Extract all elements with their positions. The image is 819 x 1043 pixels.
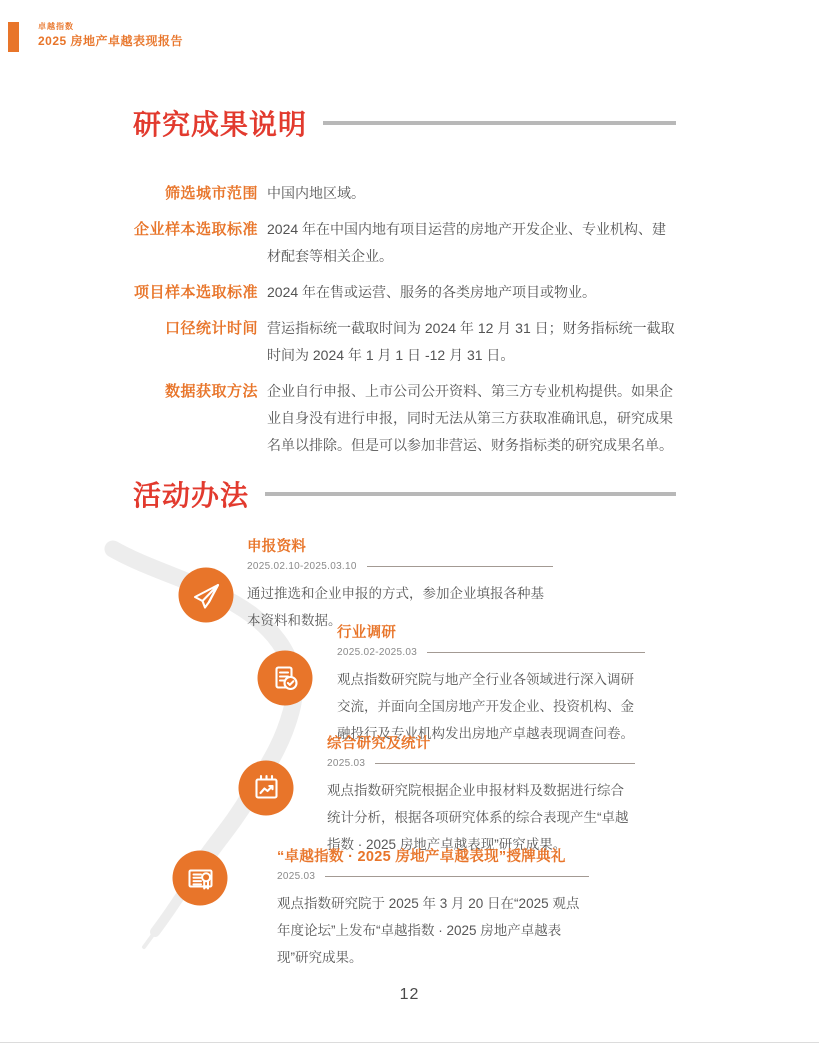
def-label: 企业样本选取标准 [133,221,258,238]
page-number: 12 [399,986,420,1003]
date-rule [325,876,589,877]
date-rule [375,763,635,764]
step-date-row [247,561,553,572]
def-text: 2024 年在中国内地有项目运营的房地产开发企业、专业机构、建材配套等相关企业。 [267,221,667,264]
def-label: 筛选城市范围 [164,185,258,202]
step-date-row [337,647,645,658]
step-text: 通过推选和企业申报的方式，参加企业填报各种基本资料和数据。 [247,586,544,628]
calendar-chart-icon [239,761,294,816]
step-title: 综合研究及统计 [327,736,431,752]
step-title: 申报资料 [247,539,307,555]
step-date: 2025.02.10-2025.03.10 [247,561,357,572]
timeline-step-declaration [247,535,553,634]
step-text: 观点指数研究院根据企业申报材料及数据进行综合统计分析，根据各项研究体系的综合表现产生“卓越指数 · 2025 房地产卓越表现”研究成果。 [327,783,629,852]
def-text: 2024 年在售或运营、服务的各类房地产项目或物业。 [267,284,597,300]
step-date-row [327,758,635,769]
section-process-title: 活动办法 [133,480,250,511]
step-date: 2025.03 [277,871,316,882]
step-date-row [277,871,589,882]
step-title: 行业调研 [337,625,397,641]
section-research-title: 研究成果说明 [133,109,308,140]
step-text: 观点指数研究院于 2025 年 3 月 20 日在“2025 观点年度论坛”上发布“卓越指数 · 2025 房地产卓越表现”研究成果。 [277,896,580,965]
step-text: 观点指数研究院与地产全行业各领域进行深入调研交流，并面向全国房地产开发企业、投资机构、金融投行及专业机构发出房地产卓越表现调查问卷。 [337,672,634,741]
timeline-step-industry-survey [337,621,645,747]
def-label: 口径统计时间 [164,320,258,337]
timeline-step-research-statistics [327,732,635,858]
survey-check-icon [258,651,313,706]
timeline-step-award-ceremony [277,845,589,971]
def-text: 企业自行申报、上市公司公开资料、第三方专业机构提供。如果企业自身没有进行申报，同时无法从第三方获取准确讯息，研究成果名单以排除。但是可以参加非营运、财务指标类的研究成果名单。 [267,383,673,453]
paper-plane-icon [179,568,234,623]
step-title: “卓越指数 · 2025 房地产卓越表现”授牌典礼 [277,849,566,865]
brand-mark: 卓越指数 [38,22,74,31]
def-text: 中国内地区域。 [267,185,365,201]
brand-title: 2025 房地产卓越表现报告 [38,34,184,48]
def-label: 项目样本选取标准 [133,284,258,301]
def-text: 营运指标统一截取时间为 2024 年 12 月 31 日；财务指标统一截取时间为 2024 年 1 月 1 日 -12 月 31 日。 [267,320,675,363]
step-date: 2025.03 [327,758,366,769]
def-label: 数据获取方法 [164,383,258,400]
certificate-icon [173,851,228,906]
step-date: 2025.02-2025.03 [337,647,418,658]
date-rule [427,652,645,653]
date-rule [367,566,553,567]
